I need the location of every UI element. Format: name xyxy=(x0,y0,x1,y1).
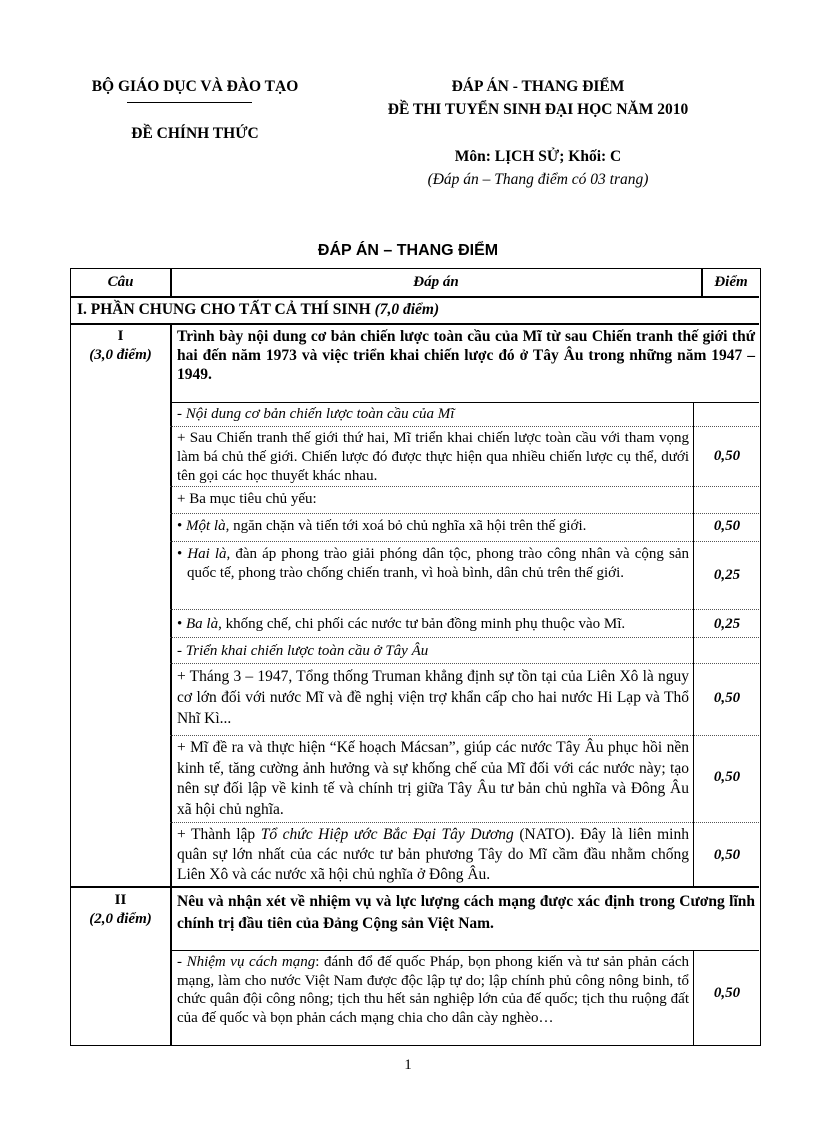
bullet-item: • Một là, ngăn chặn và tiến tới xoá bỏ chủ nghĩa xã hội trên thế giới. xyxy=(177,518,587,534)
ministry-name: BỘ GIÁO DỤC VÀ ĐÀO TẠO xyxy=(91,78,299,95)
row-divider xyxy=(71,323,759,325)
dotted-divider xyxy=(170,637,759,638)
score: 0,50 xyxy=(713,690,741,706)
question-title: Nêu và nhận xét về nhiệm vụ và lực lượng cách mạng được xác định trong Cương lĩnh chính trị đầu tiên của Đảng Cộng sản Việt Nam. xyxy=(177,893,755,932)
section-heading xyxy=(77,300,737,319)
answer-paragraph: + Tháng 3 – 1947, Tổng thống Truman khẳng định sự tồn tại của Liên Xô là nguy cơ lớn đối với nước Mĩ và đề nghị viện trợ khẩn cấp cho hai nước Hi Lạp và Thổ Nhĩ Kì... xyxy=(177,668,689,727)
row-divider xyxy=(71,886,759,888)
score: 0,50 xyxy=(713,847,741,863)
official-label: ĐỀ CHÍNH THỨC xyxy=(131,125,259,142)
dotted-divider xyxy=(170,486,759,487)
pages-note: (Đáp án – Thang điểm có 03 trang) xyxy=(427,171,649,188)
exam-title: ĐỀ THI TUYỂN SINH ĐẠI HỌC NĂM 2010 xyxy=(387,101,689,118)
col-header-dapan: Đáp án xyxy=(413,274,459,290)
answer-paragraph: + Mĩ đề ra và thực hiện “Kế hoạch Mácsan”, giúp các nước Tây Âu phục hồi nền kinh tế, tăng cường ảnh hưởng và sự khống chế của Mĩ đối với các nước này; tạo nên sự đối lập về kinh tế và chính trị giữa Tây Âu tư bản chủ nghĩa và Đông Âu xã hội chủ nghĩa. xyxy=(177,739,689,818)
answer-paragraph: + Sau Chiến tranh thế giới thứ hai, Mĩ triển khai chiến lược toàn cầu với tham vọng làm bá chủ thế giới. Chiến lược đó được thực hiện qua nhiều chiến lược cụ thể, dưới tên gọi các học thuyết khác nhau. xyxy=(177,430,689,484)
answer-paragraph: + Thành lập Tổ chức Hiệp ước Bắc Đại Tây Dương (NATO). Đây là liên minh quân sự lớn nhất của các nước tư bản phương Tây do Mĩ cầm đầu nhằm chống Liên Xô và các nước xã hội chủ nghĩa ở Đông Âu. xyxy=(177,826,689,883)
bullet-icon: • xyxy=(177,546,188,562)
score: 0,50 xyxy=(713,985,741,1001)
question-number: I xyxy=(117,328,124,344)
score: 0,50 xyxy=(713,769,741,785)
question-points: (3,0 điểm) xyxy=(89,347,152,363)
answer-table xyxy=(70,268,761,1046)
score: 0,25 xyxy=(713,616,741,632)
dotted-divider xyxy=(170,663,759,664)
score: 0,50 xyxy=(713,448,741,464)
answer-paragraph: - Nhiệm vụ cách mạng: đánh đổ đế quốc Pháp, bọn phong kiến và tư sản phản cách mạng, làm cho nước Việt Nam được độc lập tự do; lập chính phủ công nông binh, tổ chức quân đội công nông; tịch thu hết sản nghiệp lớn của đế quốc; tịch thu ruộng đất của đế quốc và bọn phản cách mạng chia cho dân cày nghèo… xyxy=(177,954,690,1026)
dotted-divider xyxy=(170,541,759,542)
bullet-item: • Hai là, đàn áp phong trào giải phóng dân tộc, phong trào công nhân và cộng sản quốc tế, phong trào chống chiến tranh, vì hoà bình, dân chủ trên thế giới. xyxy=(177,546,689,581)
subheading: - Triển khai chiến lược toàn cầu ở Tây Âu xyxy=(177,643,429,659)
col-divider xyxy=(170,323,172,1045)
subheading: - Nội dung cơ bản chiến lược toàn cầu của Mĩ xyxy=(177,406,455,422)
dotted-divider xyxy=(170,822,759,823)
dotted-divider xyxy=(170,513,759,514)
bullet-item: • Ba là, khống chế, chi phối các nước tư bản đồng minh phụ thuộc vào Mĩ. xyxy=(177,616,626,632)
col-header-cau: Câu xyxy=(107,274,134,290)
dotted-divider xyxy=(170,735,759,736)
bullet-icon: • xyxy=(177,616,187,632)
ministry-underline xyxy=(127,102,252,103)
sheet-title: ĐÁP ÁN – THANG ĐIỂM xyxy=(317,242,499,259)
page-number: 1 xyxy=(404,1057,412,1073)
col-header-diem: Điểm xyxy=(714,274,748,290)
bullet-icon: • xyxy=(177,518,187,534)
question-title: Trình bày nội dung cơ bản chiến lược toàn cầu của Mĩ từ sau Chiến tranh thế giới thứ hai đến năm 1973 và việc triển khai chiến lược đó ở Tây Âu trong những năm 1947 – 1949. xyxy=(177,328,755,383)
row-divider xyxy=(71,296,759,298)
answer-paragraph: + Ba mục tiêu chủ yếu: xyxy=(177,491,317,507)
row-divider xyxy=(170,950,759,951)
score: 0,25 xyxy=(713,567,741,583)
section-points: (7,0 điểm) xyxy=(374,301,440,318)
section-label: I. PHẦN CHUNG CHO TẤT CẢ THÍ SINH xyxy=(77,301,371,318)
score: 0,50 xyxy=(713,518,741,534)
row-divider xyxy=(170,402,759,403)
answer-key-title: ĐÁP ÁN - THANG ĐIỂM xyxy=(451,78,625,95)
dotted-divider xyxy=(170,609,759,610)
col-divider xyxy=(693,402,694,886)
question-points: (2,0 điểm) xyxy=(89,911,152,927)
subject-line: Môn: LỊCH SỬ; Khối: C xyxy=(454,148,622,165)
dotted-divider xyxy=(170,426,759,427)
question-number: II xyxy=(114,892,127,908)
